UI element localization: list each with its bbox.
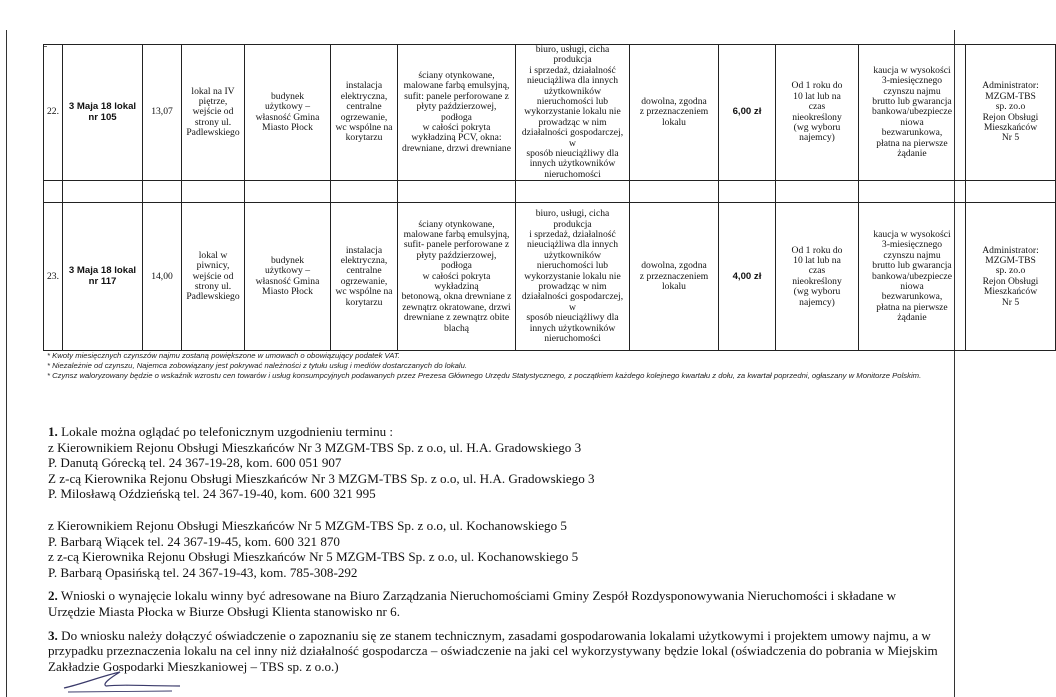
- paragraph-1: [48, 424, 938, 440]
- paragraph-text: Wnioski o wynajęcie lokalu winny być adresowane na Biuro Zarządzania Nieruchomościami Gminy Zespół Rozdysponowywania Nieruchomości i składane w Urzędzie Miasta Płocka w Biurze Obsługi Klienta stanowisko nr 6.: [48, 588, 897, 619]
- cell-admin: Administrator: MZGM-TBS sp. zo.o Rejon Obsługi Mieszkańców Nr 5: [966, 45, 1056, 181]
- cell-location: lokal na IV piętrze, wejście od strony ul. Padlewskiego: [182, 45, 245, 181]
- premises-table: [43, 44, 1056, 351]
- cell-purpose: biuro, usługi, cicha produkcja i sprzedaż, działalność nieuciążliwa dla innych użytkowników nieruchomości lub wykorzystanie lokalu nie prowadząc w nim działalności gospodarczej, w sposób nieuciążliwy dla innych użytkowników nieruchomości: [516, 203, 630, 351]
- cell-deposit: kaucja w wysokości 3-miesięcznego czynszu najmu brutto lub gwarancja bankowa/ubezpiecze niowa bezwarunkowa, płatna na pierwsze żądanie: [859, 203, 966, 351]
- cell-condition: ściany otynkowane, malowane farbą emulsyjną, sufit: panele perforowane z płyty paździerzowej, podłoga w całości pokryta wykładziną PCV, okna: drewniane, drzwi drewniane: [398, 45, 516, 181]
- cell-address: 3 Maja 18 lokal nr 117: [63, 203, 143, 351]
- conditions-text: [48, 424, 938, 674]
- cell-building: budynek użytkowy – własność Gmina Miasto Płock: [245, 203, 331, 351]
- table-row: [44, 203, 1056, 351]
- paragraph-number: 1.: [48, 424, 58, 439]
- footnote: * Niezależnie od czynszu, Najemca zobowiązany jest pokrywać należności z tytułu usług i mediów dostarczanych do lokalu.: [47, 361, 468, 371]
- cell-condition: ściany otynkowane, malowane farbą emulsyjną, sufit- panele perforowane z płyty paździerzowej, podłoga w całości pokryta wykładziną betonową, okna drewniane z zewnątrz okratowane, drzwi drewniane z zewnątrz obite blachą: [398, 203, 516, 351]
- paragraph-number: 2.: [48, 588, 58, 604]
- signature-scribble: [62, 664, 182, 694]
- table-row: [44, 45, 1056, 181]
- contact-line: P. Milosławą Oździeńską tel. 24 367-19-40, kom. 600 321 995: [48, 486, 376, 502]
- cell-period: Od 1 roku do 10 lat lub na czas nieokreślony (wg wyboru najemcy): [776, 45, 859, 181]
- contact-line: P. Barbarą Opasińską tel. 24 367-19-43, kom. 785-308-292: [48, 564, 358, 580]
- cell-admin: Administrator: MZGM-TBS sp. zo.o Rejon Obsługi Mieszkańców Nr 5: [966, 203, 1056, 351]
- cell-lp: 22.: [44, 45, 63, 181]
- contact-line: z z-cą Kierownika Rejonu Obsługi Mieszkańców Nr 5 MZGM-TBS Sp. z o.o, ul. Kochanowskiego 5: [48, 549, 579, 565]
- cell-rate: 6,00 zł: [719, 45, 776, 181]
- cell-trade: dowolna, zgodna z przeznaczeniem lokalu: [630, 45, 719, 181]
- page-left-border: [6, 30, 7, 697]
- footnote: * Kwoty miesięcznych czynszów najmu zostaną powiększone w umowach o obowiązujący podatek VAT.: [47, 351, 400, 360]
- cell-building: budynek użytkowy – własność Gmina Miasto Płock: [245, 45, 331, 181]
- cell-utilities: instalacja elektryczna, centralne ogrzewanie, wc wspólne na korytarzu: [331, 45, 398, 181]
- paragraph-text: Lokale można oglądać po telefonicznym uzgodnieniu terminu :: [61, 424, 394, 439]
- cell-area: 14,00: [143, 203, 182, 351]
- table-gap-row: [44, 181, 1056, 203]
- contact-line: P. Barbarą Wiącek tel. 24 367-19-45, kom. 600 321 870: [48, 533, 340, 549]
- footnote: * Czynsz waloryzowany będzie o wskaźnik wzrostu cen towarów i usług konsumpcyjnych podawanych przez Prezesa Głównego Urzędu Statystycznego, z początkiem każdego kolejnego kwartału z dołu, za kwartał poprzedni, ogłaszany w Monitorze Polskim.: [47, 371, 922, 381]
- cell-utilities: instalacja elektryczna, centralne ogrzewanie, wc wspólne na korytarzu: [331, 203, 398, 351]
- cell-period: Od 1 roku do 10 lat lub na czas nieokreślony (wg wyboru najemcy): [776, 203, 859, 351]
- cell-area: 13,07: [143, 45, 182, 181]
- cell-address: 3 Maja 18 lokal nr 105: [63, 45, 143, 181]
- contact-line: z Kierownikiem Rejonu Obsługi Mieszkańców Nr 5 MZGM-TBS Sp. z o.o, ul. Kochanowskiego 5: [48, 517, 567, 533]
- paragraph-2: [48, 588, 938, 619]
- cell-deposit: kaucja w wysokości 3-miesięcznego czynszu najmu brutto lub gwarancja bankowa/ubezpiecze niowa bezwarunkowa, płatna na pierwsze żądanie: [859, 45, 966, 181]
- paragraph-text: Do wniosku należy dołączyć oświadczenie o zapoznaniu się ze stanem technicznym, zasadami gospodarowania lokalami użytkowymi i projektem umowy najmu, a w przypadku przeznaczenia lokalu na cel inny niż działalność gospodarcza – oświadczenie na jaki cel wykorzystywany będzie lokal (oświadczenia do pobrania w Miejskim Zakładzie Gospodarki Mieszkaniowej – TBS sp. z o.o.): [48, 627, 938, 674]
- cell-lp: 23.: [44, 203, 63, 351]
- paragraph-number: 3.: [48, 627, 58, 643]
- footnotes: [47, 351, 952, 382]
- contact-line: Z z-cą Kierownika Rejonu Obsługi Mieszkańców Nr 3 MZGM-TBS Sp. z o.o, ul. H.A. Gradowskiego 3: [48, 470, 595, 486]
- cell-rate: 4,00 zł: [719, 203, 776, 351]
- cell-location: lokal w piwnicy, wejście od strony ul. Padlewskiego: [182, 203, 245, 351]
- contact-line: P. Danutą Górecką tel. 24 367-19-28, kom. 600 051 907: [48, 455, 342, 471]
- cell-purpose: biuro, usługi, cicha produkcja i sprzedaż, działalność nieuciążliwa dla innych użytkowników nieruchomości lub wykorzystanie lokalu nie prowadząc w nim działalności gospodarczej, w sposób nieuciążliwy dla innych użytkowników nieruchomości: [516, 45, 630, 181]
- contact-line: z Kierownikiem Rejonu Obsługi Mieszkańców Nr 3 MZGM-TBS Sp. z o.o, ul. H.A. Gradowskiego 3: [48, 439, 582, 455]
- cell-trade: dowolna, zgodna z przeznaczeniem lokalu: [630, 203, 719, 351]
